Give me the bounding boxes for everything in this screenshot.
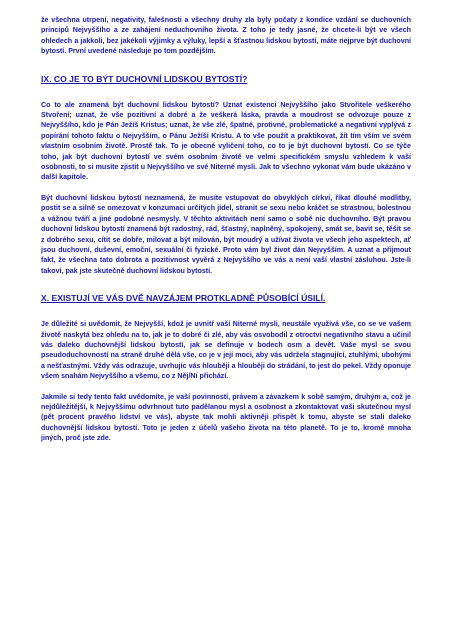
paragraph-5: Jakmile si tedy tento fakt uvědomíte, je vaší povinností, právem a závazkem k sobě samým, druhým a, což je nejdůležitější, k Nejvyššímu odvrhnout tuto padělanou mysl a osobnost a zkontaktovat vaši skutečnou mysl (pět procent pravého lidství ve vás), abyste tak mohli aktivněji přispět k tomu, abyste se stali daleko duchovnější lidskou bytostí. Toto je jeden z účelů vašeho života na této planetě. To je to, kromě mnoha jiných, proč jste zde.	[41, 392, 411, 443]
paragraph-3: Být duchovní lidskou bytostí neznamená, že musíte vstupovat do obvyklých církví, říkat dlouhé modlitby, postit se a silně se omezovat v konzumaci určitých jídel, stranit se sexu nebo kráčet se strastnou, bolestnou a vážnou tváří a jiné podobné nesmysly. V těchto aktivitách není samo o sobě nic duchovního. Být pravou duchovní lidskou bytostí znamená být radostný, rád, šťastný, naplněný, spokojený, smát se, bavit se, těšit se z dobrého sexu, cítit se dobře, milovat a být milován, být moudrý a užívat života ve všech jeho aspektech, ať jsou duchovní, duševní, emoční, sexuální či fyzické. Proto vám byl život dán Nejvyšším. A uznat a přijmout fakt, že všechna tato dobrota a pozitivnost vyvěrá z Nejvyššího ve vás a není vaší vlastní zásluhou. Jste-li takoví, pak jste skutečně duchovní lidskou bytostí.	[41, 193, 411, 275]
paragraph-2: Co to ale znamená být duchovní lidskou bytostí? Uznat existenci Nejvyššího jako Stvořitele veškerého Stvoření; uznat, že vše pozitivní a dobré a že veškerá láska, pravda a moudrost se odvozuje pouze z Nejvyššího, kdo je Pán Ježíš Kristus; uznat, že vše zlé, špatné, protivné, problematické a negativní vyplývá z popírání tohoto faktu o Nejvyšším, o Pánu Ježíši Kristu. A to vše použít a praktikovat, žít tím vším ve svém vlastním osobním životě. Prostě tak. To je obecné vyličení toho, co to je být duchovní bytostí. Co se týče toho, jak být duchovní bytostí ve svém osobním životě ve velmi specifickém smyslu vzhledem k vaší osobnosti, to si musíte zjistit u Nejvyššího ve své Niterné mysli. Jak to všechno vykonat vám bude ukázáno v další kapitole.	[41, 100, 411, 182]
section-heading-x: X. EXISTUJÍ VE VÁS DVĚ NAVZÁJEM PROTKLADNĚ PŮSOBÍCÍ ÚSILÍ.	[41, 293, 326, 304]
paragraph-4: Je důležité si uvědomit, že Nejvyšší, kdož je uvnitř vaší Niterné mysli, neustále využívá vše, co se ve vašem životě naskytá bez ohledu na to, jak je to dobré či zlé, aby vás osvobodil z otroctví negativního stavu a učinil vás daleko duchovnější lidskou bytostí, jak se definuje v bodech osm a devět. Vaše mysl se svou pseudoduchovností na straně druhé dělá vše, co je v její moci, aby vás udržela stagnující, ztuhlými, ubohými a nešťastnými. Vždy vás odrazuje, uvrhujíc vás hlouběji a hlouběji do strádání, to jest do pekel. Vždy oponuje všem snahám Nejvyššího a všemu, co z Něj/Ní přichází.	[41, 320, 411, 381]
section-heading-ix: IX. CO JE TO BÝT DUCHOVNÍ LIDSKOU BYTOSTÍ?	[41, 73, 248, 84]
paragraph-1: že všechna utrpení, negativity, falešnosti a všechny druhy zla byly počaty z kondice vzdání se duchovních principů Nejvyššího a ze zahájení neduchovního života. Z toho je tedy jasné, že chcete-li být ve všech ohledech a jakkoli, bez jakékoli výjimky a výluky, lepší a šťastnou lidskou bytostí, máte nejprve být duchovní bytostí. První uvedené následuje po tom pozdějším.	[41, 16, 411, 56]
